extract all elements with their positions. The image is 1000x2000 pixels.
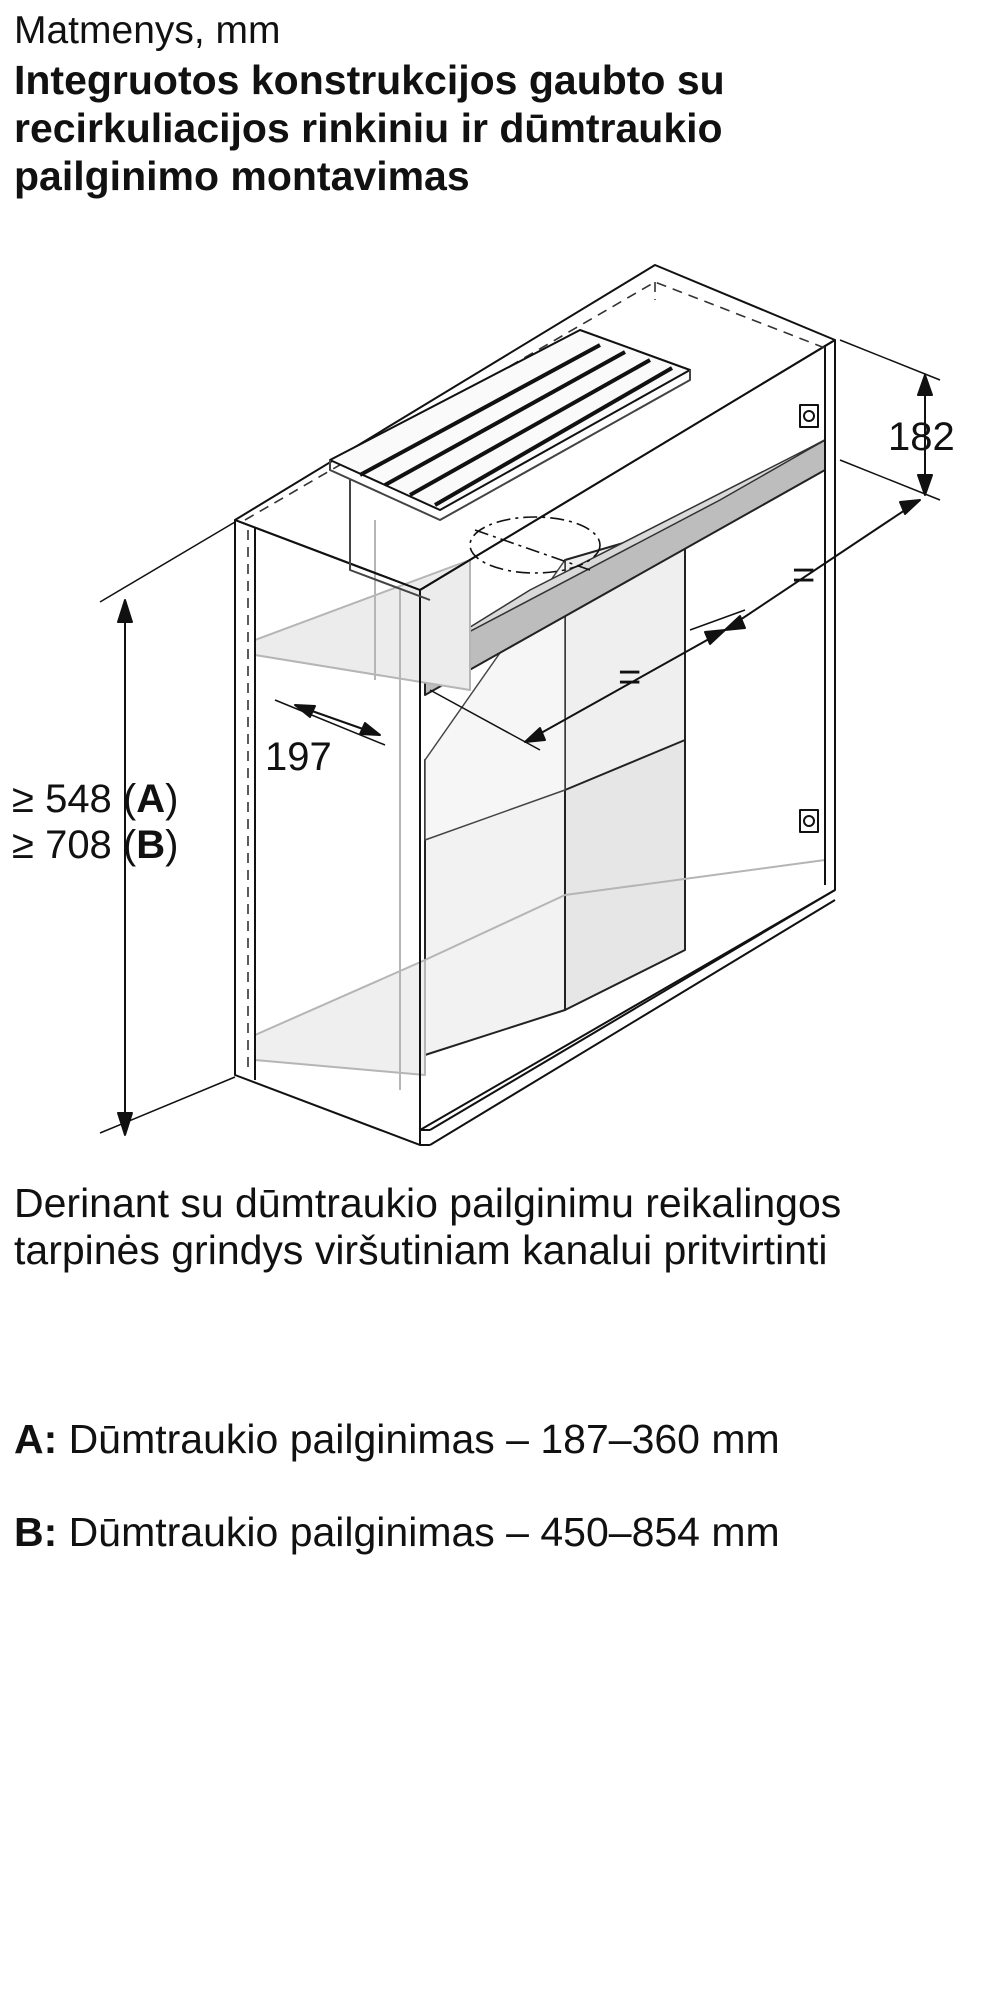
dimensions-caption: Matmenys, mm <box>14 9 281 52</box>
installation-note <box>14 1180 994 1274</box>
title-line-1: Integruotos konstrukcijos gaubto su <box>14 57 725 103</box>
installation-diagram <box>0 250 1000 1170</box>
label-197: 197 <box>265 735 332 779</box>
title-line-2: recirkuliacijos rinkiniu ir dūmtraukio <box>14 105 723 151</box>
legend-key-b: B: <box>14 1509 58 1555</box>
page-title <box>14 56 974 200</box>
label-equal-left: = <box>618 655 642 699</box>
label-equal-right: = <box>792 553 816 597</box>
legend-text-a: Dūmtraukio pailginimas – 187–360 mm <box>68 1416 780 1462</box>
legend-item-b <box>14 1508 780 1556</box>
label-height-b: ≥ 708 (B) <box>12 823 179 867</box>
note-line-2: tarpinės grindys viršutiniam kanalui pritvirtinti <box>14 1227 828 1273</box>
legend-item-a <box>14 1415 780 1463</box>
title-line-3: pailginimo montavimas <box>14 153 470 199</box>
legend-text-b: Dūmtraukio pailginimas – 450–854 mm <box>68 1509 780 1555</box>
label-height-a: ≥ 548 (A) <box>12 777 179 821</box>
legend-key-a: A: <box>14 1416 58 1462</box>
duct-cutout <box>470 517 600 573</box>
label-182: 182 <box>888 415 955 459</box>
note-line-1: Derinant su dūmtraukio pailginimu reikalingos <box>14 1180 842 1226</box>
